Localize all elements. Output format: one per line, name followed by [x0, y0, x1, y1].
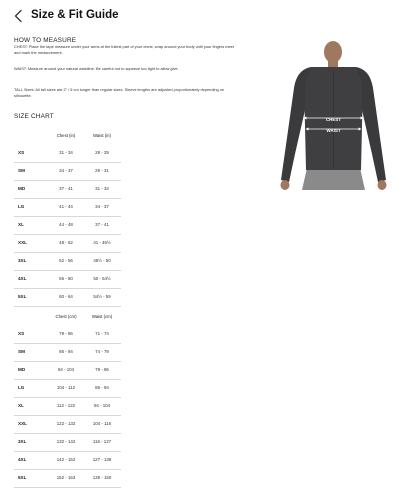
- how-to-measure-heading: HOW TO MEASURE: [14, 37, 77, 44]
- table-row: [14, 144, 121, 163]
- chest-value: 142 - 152: [56, 457, 76, 462]
- chest-value: 37 - 41: [59, 186, 73, 191]
- waist-value: 41 - 45½: [93, 240, 111, 245]
- waist-value: 138 - 150: [92, 475, 112, 480]
- chest-value: 60 - 64: [59, 294, 73, 299]
- size-chart-heading: SIZE CHART: [14, 113, 54, 120]
- chest-value: 56 - 60: [59, 276, 73, 281]
- waist-value: 50 - 54½: [93, 276, 111, 281]
- chest-value: 152 - 163: [56, 475, 76, 480]
- tall-sizes-note: TALL Sizes: All tall sizes are 2" / 5 cm longer than regular sizes. Sleeve lengths are adjusted proportionately depending on silhouette.: [14, 87, 225, 99]
- size-label: XXL: [18, 240, 27, 245]
- column-header-chest: Chest (cm): [55, 314, 77, 319]
- page-title: Size & Fit Guide: [31, 9, 119, 21]
- waist-instructions: WAIST: Measure around your natural waistline. Be careful not to squeeze too tight to allow give.: [14, 66, 179, 71]
- waist-value: 79 - 86: [95, 367, 109, 372]
- chest-value: 48 - 52: [59, 240, 73, 245]
- table-row: [14, 270, 121, 289]
- table-header: [14, 131, 121, 141]
- waist-value: 31 - 34: [95, 186, 109, 191]
- waist-value: 94 - 104: [93, 403, 111, 408]
- waist-measure-label: WAIST: [326, 128, 341, 133]
- chest-value: 132 - 142: [56, 439, 76, 444]
- table-row: [14, 216, 121, 235]
- table-row: [14, 162, 121, 181]
- chest-measure-label: CHEST: [325, 117, 342, 122]
- table-row: [14, 234, 121, 253]
- size-label: MD: [18, 186, 26, 191]
- waist-value: 104 - 116: [92, 421, 112, 426]
- chest-value: 34 - 37: [59, 168, 73, 173]
- chest-value: 44 - 48: [59, 222, 73, 227]
- chest-value: 122 - 132: [56, 421, 76, 426]
- table-row: [14, 433, 121, 452]
- size-label: 5XL: [18, 475, 27, 480]
- table-row: [14, 397, 121, 416]
- column-header-waist: Waist (cm): [91, 314, 113, 319]
- chest-value: 52 - 56: [59, 258, 73, 263]
- size-label: SM: [18, 349, 25, 354]
- column-header-waist: Waist (in): [93, 133, 111, 138]
- size-label: LG: [18, 204, 25, 209]
- table-row: [14, 415, 121, 434]
- size-label: 4XL: [18, 457, 27, 462]
- size-label: MD: [18, 367, 26, 372]
- chest-value: 79 - 86: [59, 331, 73, 336]
- waist-value: 86 - 94: [95, 385, 109, 390]
- table-row: [14, 451, 121, 470]
- table-row: [14, 180, 121, 199]
- table-header: [14, 312, 121, 322]
- table-row: [14, 469, 121, 488]
- size-label: LG: [18, 385, 25, 390]
- chest-value: 31 - 34: [59, 150, 73, 155]
- waist-value: 127 - 138: [92, 457, 112, 462]
- size-label: XL: [18, 222, 24, 227]
- model-measurement-image: [271, 40, 396, 190]
- table-row: [14, 325, 121, 344]
- size-label: 3XL: [18, 258, 27, 263]
- chest-instructions: CHEST: Place the tape measure under your arms at the fullest part of your chest, wrap around your body until your fingers meet and mark the measurement.: [14, 44, 234, 56]
- size-label: 4XL: [18, 276, 27, 281]
- size-label: SM: [18, 168, 25, 173]
- size-label: XS: [18, 150, 25, 155]
- chest-value: 112 - 122: [56, 403, 76, 408]
- table-row: [14, 198, 121, 217]
- header: [0, 0, 407, 30]
- waist-value: 37 - 41: [95, 222, 109, 227]
- waist-value: 45½ - 50: [93, 258, 111, 263]
- table-row: [14, 361, 121, 380]
- size-label: XS: [18, 331, 25, 336]
- chevron-left-icon[interactable]: [13, 9, 25, 23]
- size-label: XL: [18, 403, 24, 408]
- column-header-chest: Chest (in): [56, 133, 76, 138]
- table-row: [14, 379, 121, 398]
- waist-value: 71 - 74: [95, 331, 109, 336]
- waist-value: 116 - 127: [92, 439, 112, 444]
- waist-value: 29 - 31: [95, 168, 109, 173]
- table-row: [14, 343, 121, 362]
- size-label: 3XL: [18, 439, 27, 444]
- waist-value: 28 - 29: [95, 150, 109, 155]
- waist-value: 54½ - 59: [93, 294, 111, 299]
- chest-value: 104 - 112: [56, 385, 76, 390]
- chest-value: 41 - 44: [59, 204, 73, 209]
- chest-value: 86 - 94: [59, 349, 73, 354]
- table-row: [14, 252, 121, 271]
- size-label: XXL: [18, 421, 27, 426]
- table-row: [14, 288, 121, 307]
- chest-value: 94 - 104: [57, 367, 75, 372]
- waist-value: 34 - 37: [95, 204, 109, 209]
- size-label: 5XL: [18, 294, 27, 299]
- waist-value: 74 - 79: [95, 349, 109, 354]
